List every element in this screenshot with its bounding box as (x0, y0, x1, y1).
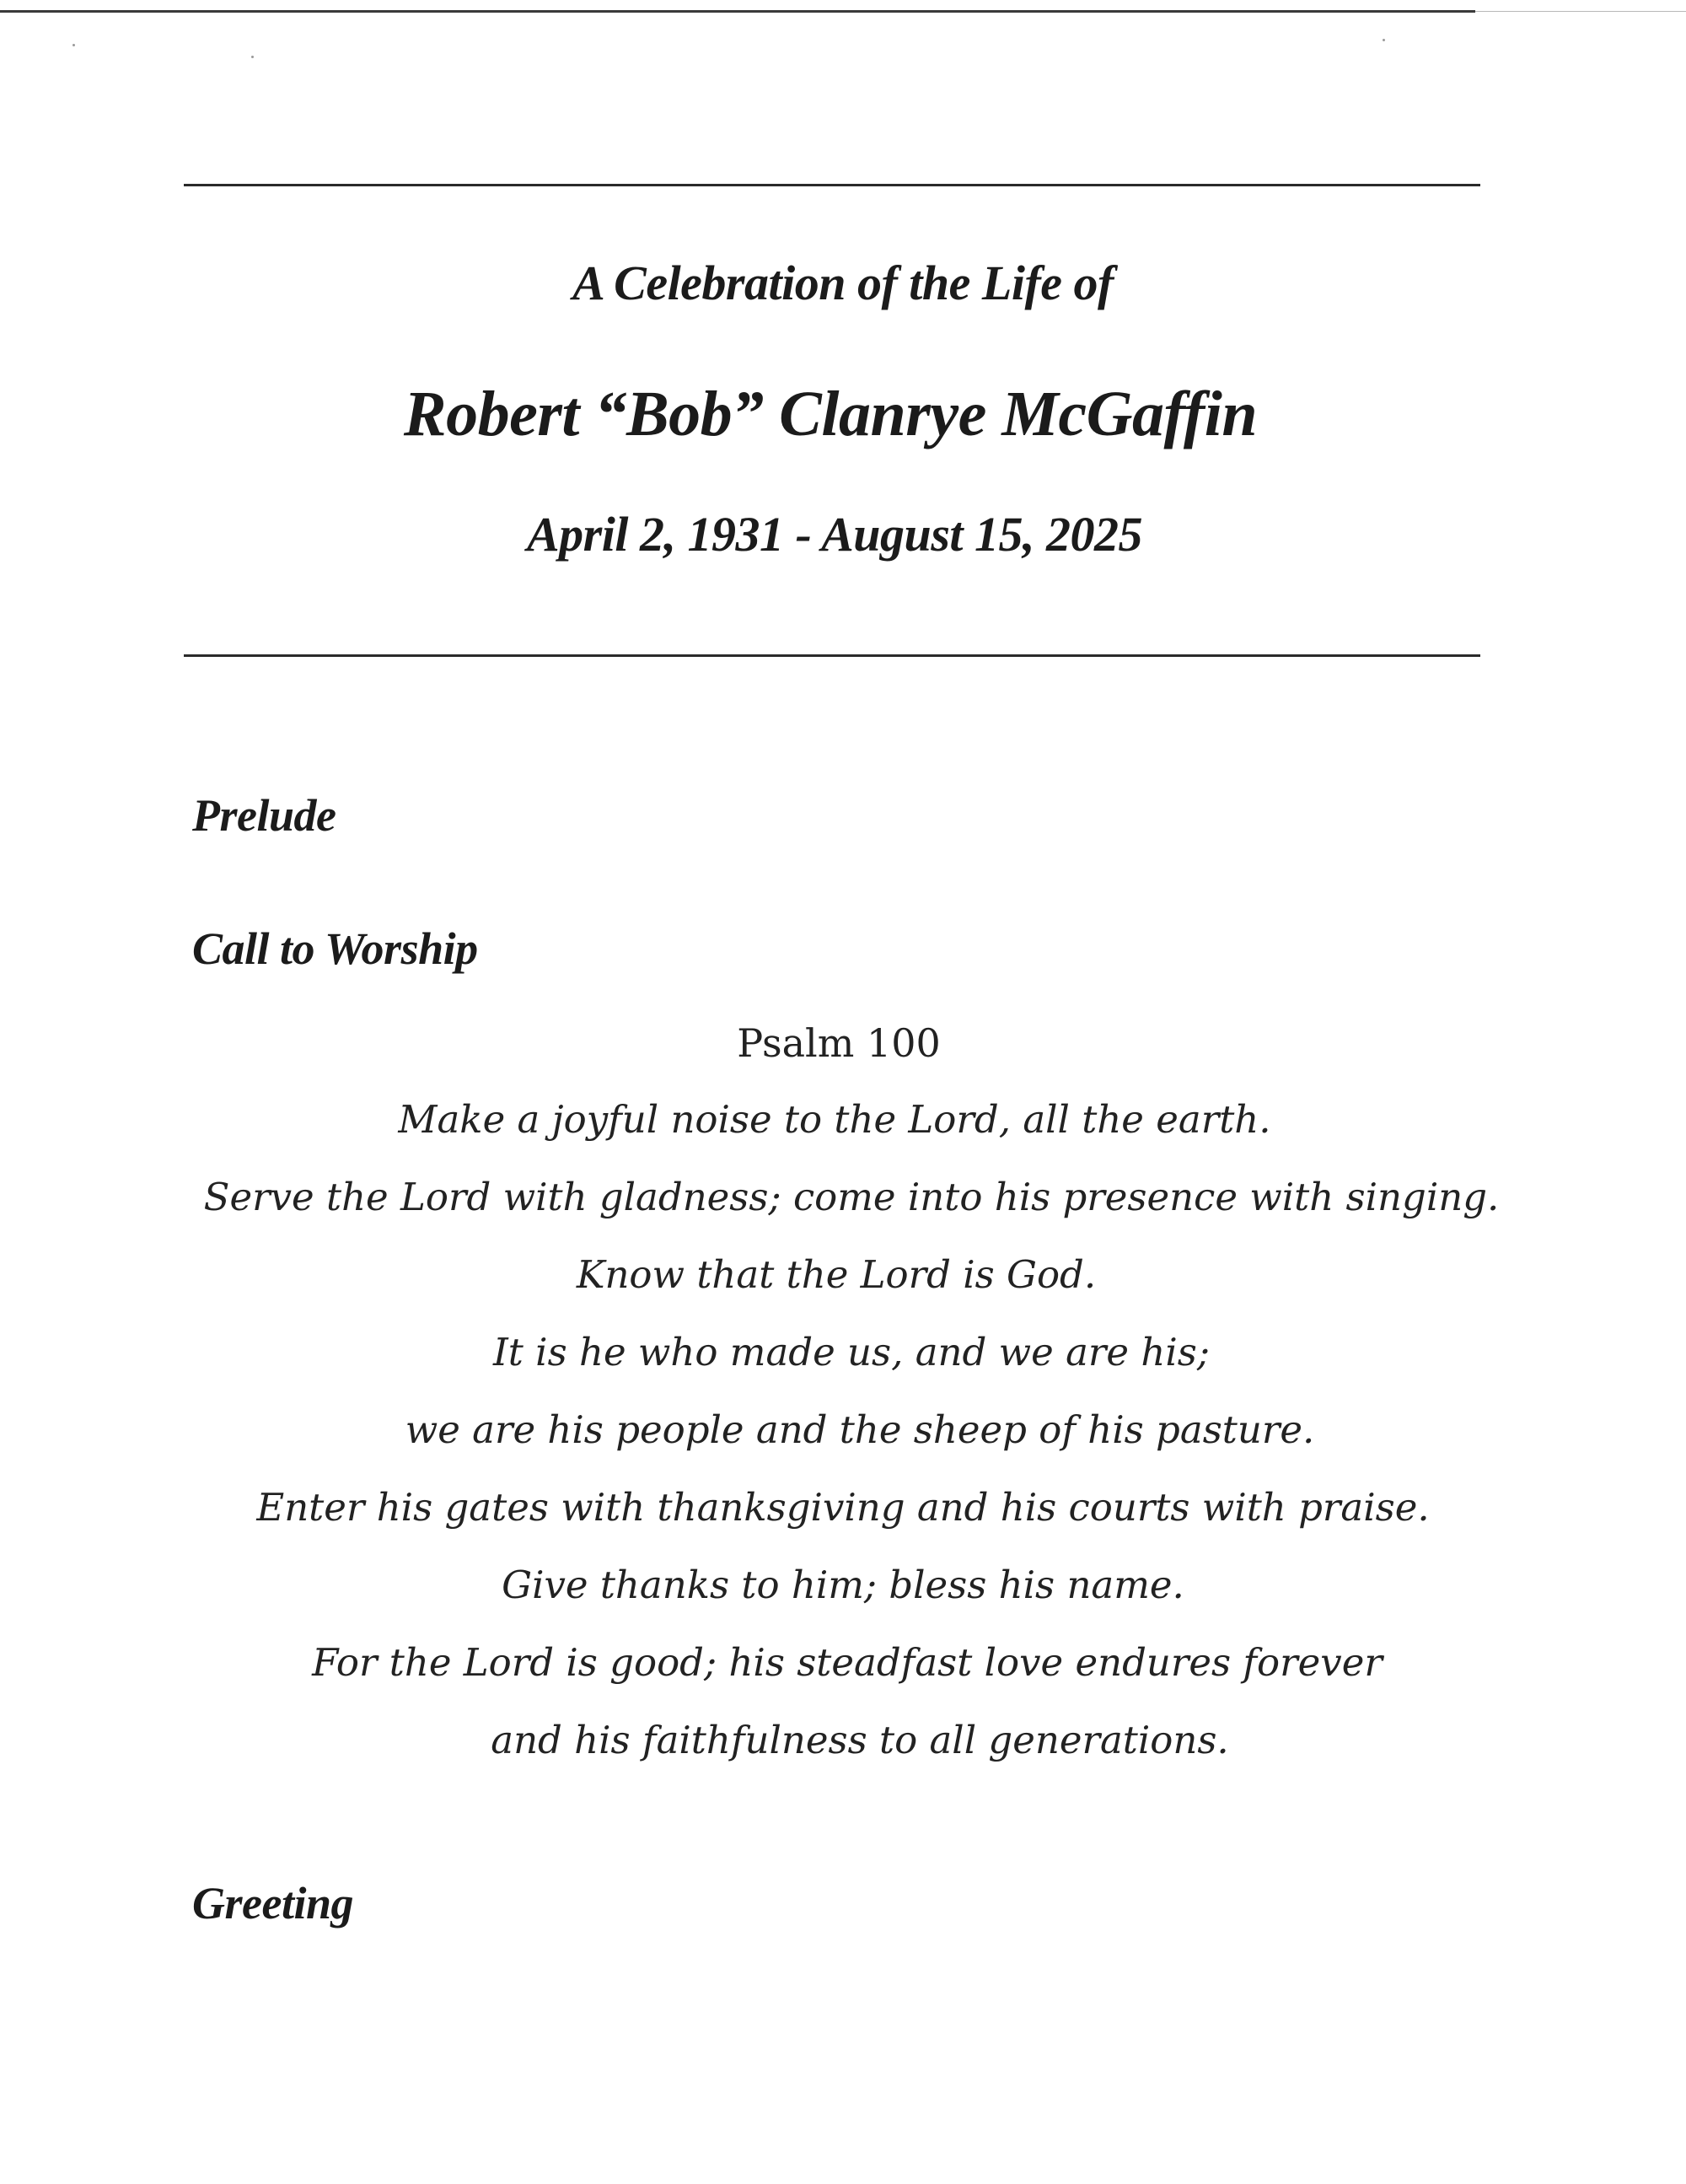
psalm-line: and his faithfulness to all generations. (491, 1718, 1229, 1762)
deceased-name: Robert “Bob” Clanrye McGaffin (403, 379, 1258, 449)
psalm-line: Enter his gates with thanksgiving and his courts with praise. (256, 1485, 1430, 1530)
section-call-to-worship: Call to Worship (192, 923, 478, 974)
section-prelude: Prelude (192, 790, 336, 841)
psalm-line: Know that the Lord is God. (576, 1252, 1097, 1297)
psalm-line: Serve the Lord with gladness; come into his presence with singing. (203, 1175, 1500, 1219)
scan-speck (251, 56, 254, 58)
scan-speck (72, 44, 75, 46)
header-top-rule (184, 184, 1480, 186)
psalm-line: we are his people and the sheep of his pasture. (405, 1407, 1315, 1452)
psalm-line: It is he who made us, and we are his; (493, 1330, 1210, 1374)
scan-edge-line (0, 10, 1475, 13)
psalm-text (0, 1095, 1686, 1793)
celebration-heading: A Celebration of the Life of (572, 256, 1114, 310)
scan-speck (1383, 39, 1385, 41)
psalm-title: Psalm 100 (737, 1020, 941, 1066)
section-greeting: Greeting (192, 1878, 353, 1928)
psalm-line: Make a joyful noise to the Lord, all the earth. (398, 1097, 1271, 1142)
psalm-line: Give thanks to him; bless his name. (502, 1563, 1184, 1607)
life-dates: April 2, 1931 - August 15, 2025 (526, 507, 1143, 562)
header-bottom-rule (184, 654, 1480, 657)
psalm-line: For the Lord is good; his steadfast love endures forever (312, 1640, 1383, 1685)
scan-edge-line-fade (1475, 11, 1686, 12)
